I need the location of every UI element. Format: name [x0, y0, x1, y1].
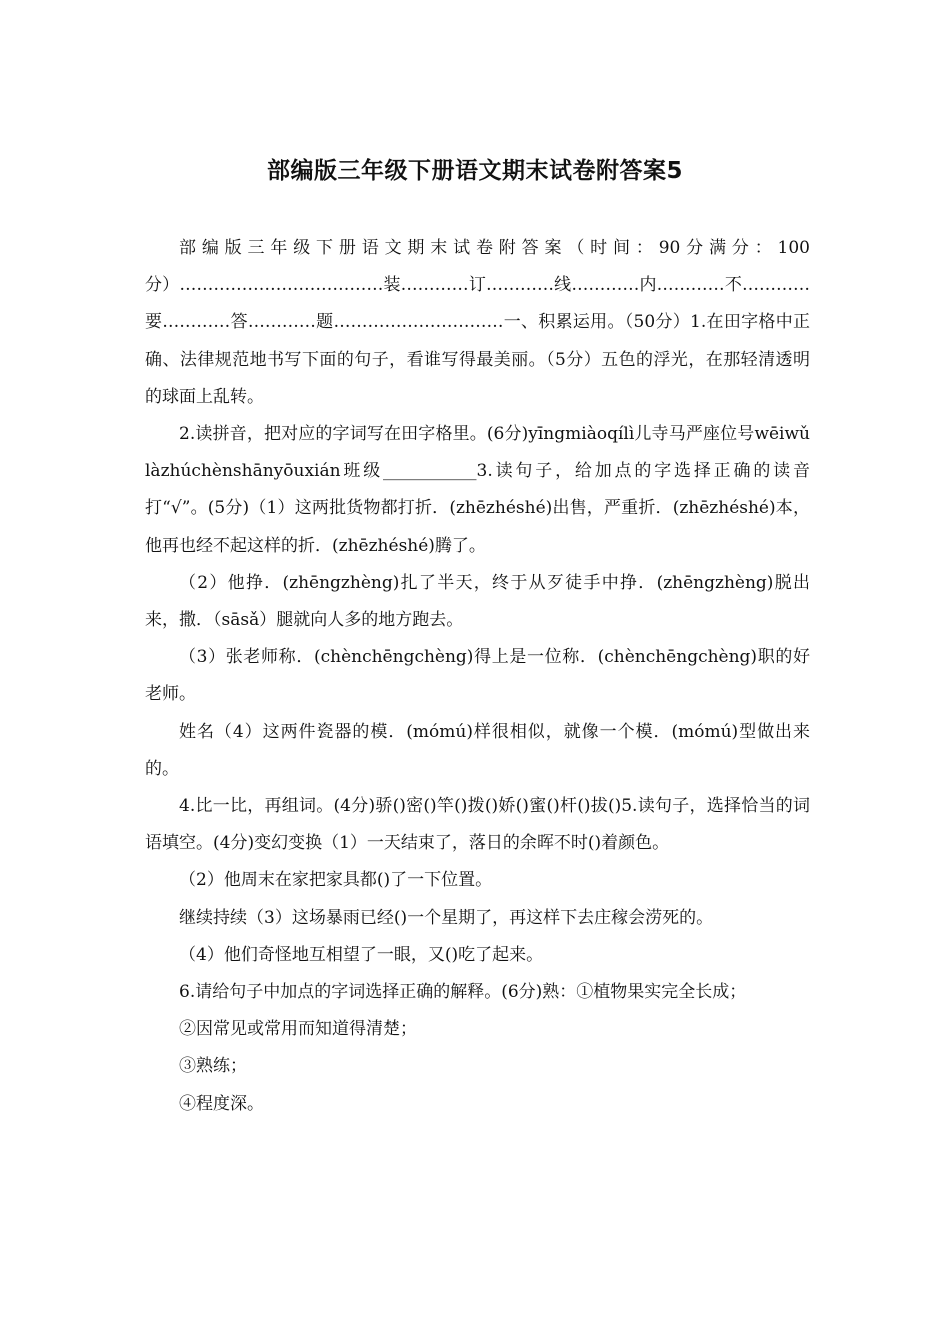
paragraph: 2.读拼音，把对应的字词写在田字格里。(6分)yīngmiàoqílì儿寺马严座位号wēiwǔlàzhúchènshānyōuxián班级___________3.读句子，给加点的字选择正确的读音打“√”。(5分)（1）这两批货物都打折．(zhēzhéshé)出售，严重折．(zhēzhéshé)本，他再也经不起这样的折．(zhēzhéshé)腾了。 — [145, 424, 810, 556]
paragraph: （2）他周末在家把家具都()了一下位置。 — [179, 870, 493, 891]
paragraph: （2）他挣．(zhēngzhèng)扎了半天，终于从歹徒手中挣．(zhēngzhèng)脱出来，撒．（sāsǎ）腿就向人多的地方跑去。 — [145, 572, 810, 631]
paragraph: （3）张老师称．(chènchēngchèng)得上是一位称．(chènchēngchèng)职的好老师。 — [145, 647, 810, 705]
paragraph: 4.比一比，再组词。(4分)骄()密()竿()拨()娇()蜜()杆()拔()5.读句子，选择恰当的词语填空。(4分)变幻变换（1）一天结束了，落日的余晖不时()着颜色。 — [145, 796, 810, 854]
paragraph: 部编版三年级下册语文期末试卷附答案（时间：90分满分：100分）………………………………装…………订…………线…………内…………不…………要…………答…………题…………………………一、积累运用。（50分）1.在田字格中正确、法律规范地书写下面的句子，看谁写得最美丽。（5分）五色的浮光，在那轻清透明的球面上乱转。 — [145, 238, 810, 407]
document-title: 部编版三年级下册语文期末试卷附答案5 — [266, 158, 683, 184]
paragraph: 继续持续（3）这场暴雨已经()一个星期了，再这样下去庄稼会涝死的。 — [179, 907, 714, 928]
paragraph: 6.请给句子中加点的字词选择正确的解释。(6分)熟：①植物果实完全长成； — [179, 982, 747, 1003]
paragraph: ③熟练； — [179, 1056, 247, 1077]
paragraph: （4）他们奇怪地互相望了一眼，又()吃了起来。 — [179, 944, 544, 965]
paragraph: ②因常见或常用而知道得清楚； — [179, 1019, 417, 1040]
document-body — [145, 230, 810, 1123]
paragraph: 姓名（4）这两件瓷器的模．(mómú)样很相似，就像一个模．(mómú)型做出来的。 — [145, 721, 810, 779]
paragraph: ④程度深。 — [179, 1093, 264, 1114]
